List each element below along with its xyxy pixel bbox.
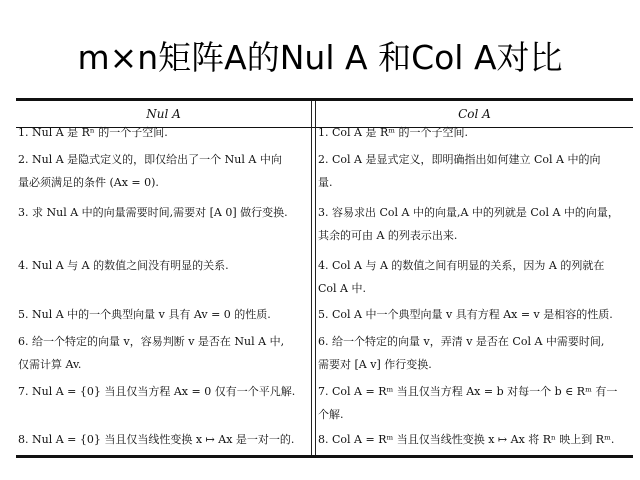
left-item-6-line-1: 6. 给一个特定的向量 v，容易判断 v 是否在 Nul A 中,	[18, 335, 285, 348]
left-item-7-line-1: 7. Nul A = {0} 当且仅当方程 Ax = 0 仅有一个平凡解.	[18, 385, 296, 398]
right-item-8-line-1: 8. Col A = Rᵐ 当且仅当线性变换 x ↦ Ax 将 Rⁿ 映上到 Rᵐ.	[318, 433, 615, 446]
col-a-column-header: Col A	[458, 107, 491, 121]
column-divider	[311, 101, 312, 455]
left-item-5-line-1: 5. Nul A 中的一个典型向量 v 具有 Av = 0 的性质.	[18, 308, 271, 321]
column-divider-second-line	[315, 101, 316, 455]
left-item-3-line-1: 3. 求 Nul A 中的向量需要时间,需要对 [A 0] 做行变换.	[18, 206, 288, 219]
left-item-4-line-1: 4. Nul A 与 A 的数值之间没有明显的关系.	[18, 259, 229, 272]
right-item-4-line-1: 4. Col A 与 A 的数值之间有明显的关系，因为 A 的列就在	[318, 259, 605, 272]
right-item-6-line-2: 需要对 [A v] 作行变换.	[318, 358, 432, 371]
left-item-6-line-2: 仅需计算 Av.	[18, 358, 82, 371]
table-bottom-rule	[16, 455, 633, 458]
table-top-rule	[16, 98, 633, 101]
right-item-2-line-1: 2. Col A 是显式定义，即明确指出如何建立 Col A 中的向	[318, 153, 601, 166]
right-item-3-line-1: 3. 容易求出 Col A 中的向量,A 中的列就是 Col A 中的向量，	[318, 206, 619, 219]
left-item-2-line-1: 2. Nul A 是隐式定义的，即仅给出了一个 Nul A 中向	[18, 153, 282, 166]
right-item-7-line-2: 个解.	[318, 408, 344, 421]
left-item-1-line-1: 1. Nul A 是 Rⁿ 的一个子空间.	[18, 126, 168, 139]
right-item-5-line-1: 5. Col A 中一个典型向量 v 具有方程 Ax = v 是相容的性质.	[318, 308, 613, 321]
nul-a-column-header: Nul A	[146, 107, 181, 121]
left-item-8-line-1: 8. Nul A = {0} 当且仅当线性变换 x ↦ Ax 是一对一的.	[18, 433, 295, 446]
right-item-6-line-1: 6. 给一个特定的向量 v，弄清 v 是否在 Col A 中需要时间,	[318, 335, 605, 348]
slide-title: m×n矩阵A的Nul A 和Col A对比	[77, 38, 563, 77]
right-item-1-line-1: 1. Col A 是 Rᵐ 的一个子空间.	[318, 126, 469, 139]
left-item-2-line-2: 量必须满足的条件 (Ax = 0).	[18, 176, 159, 189]
right-item-2-line-2: 量.	[318, 176, 333, 189]
right-item-4-line-2: Col A 中.	[318, 282, 366, 295]
right-item-3-line-2: 其余的可由 A 的列表示出来.	[318, 229, 458, 242]
right-item-7-line-1: 7. Col A = Rᵐ 当且仅当方程 Ax = b 对每一个 b ∈ Rᵐ 有一	[318, 385, 618, 398]
